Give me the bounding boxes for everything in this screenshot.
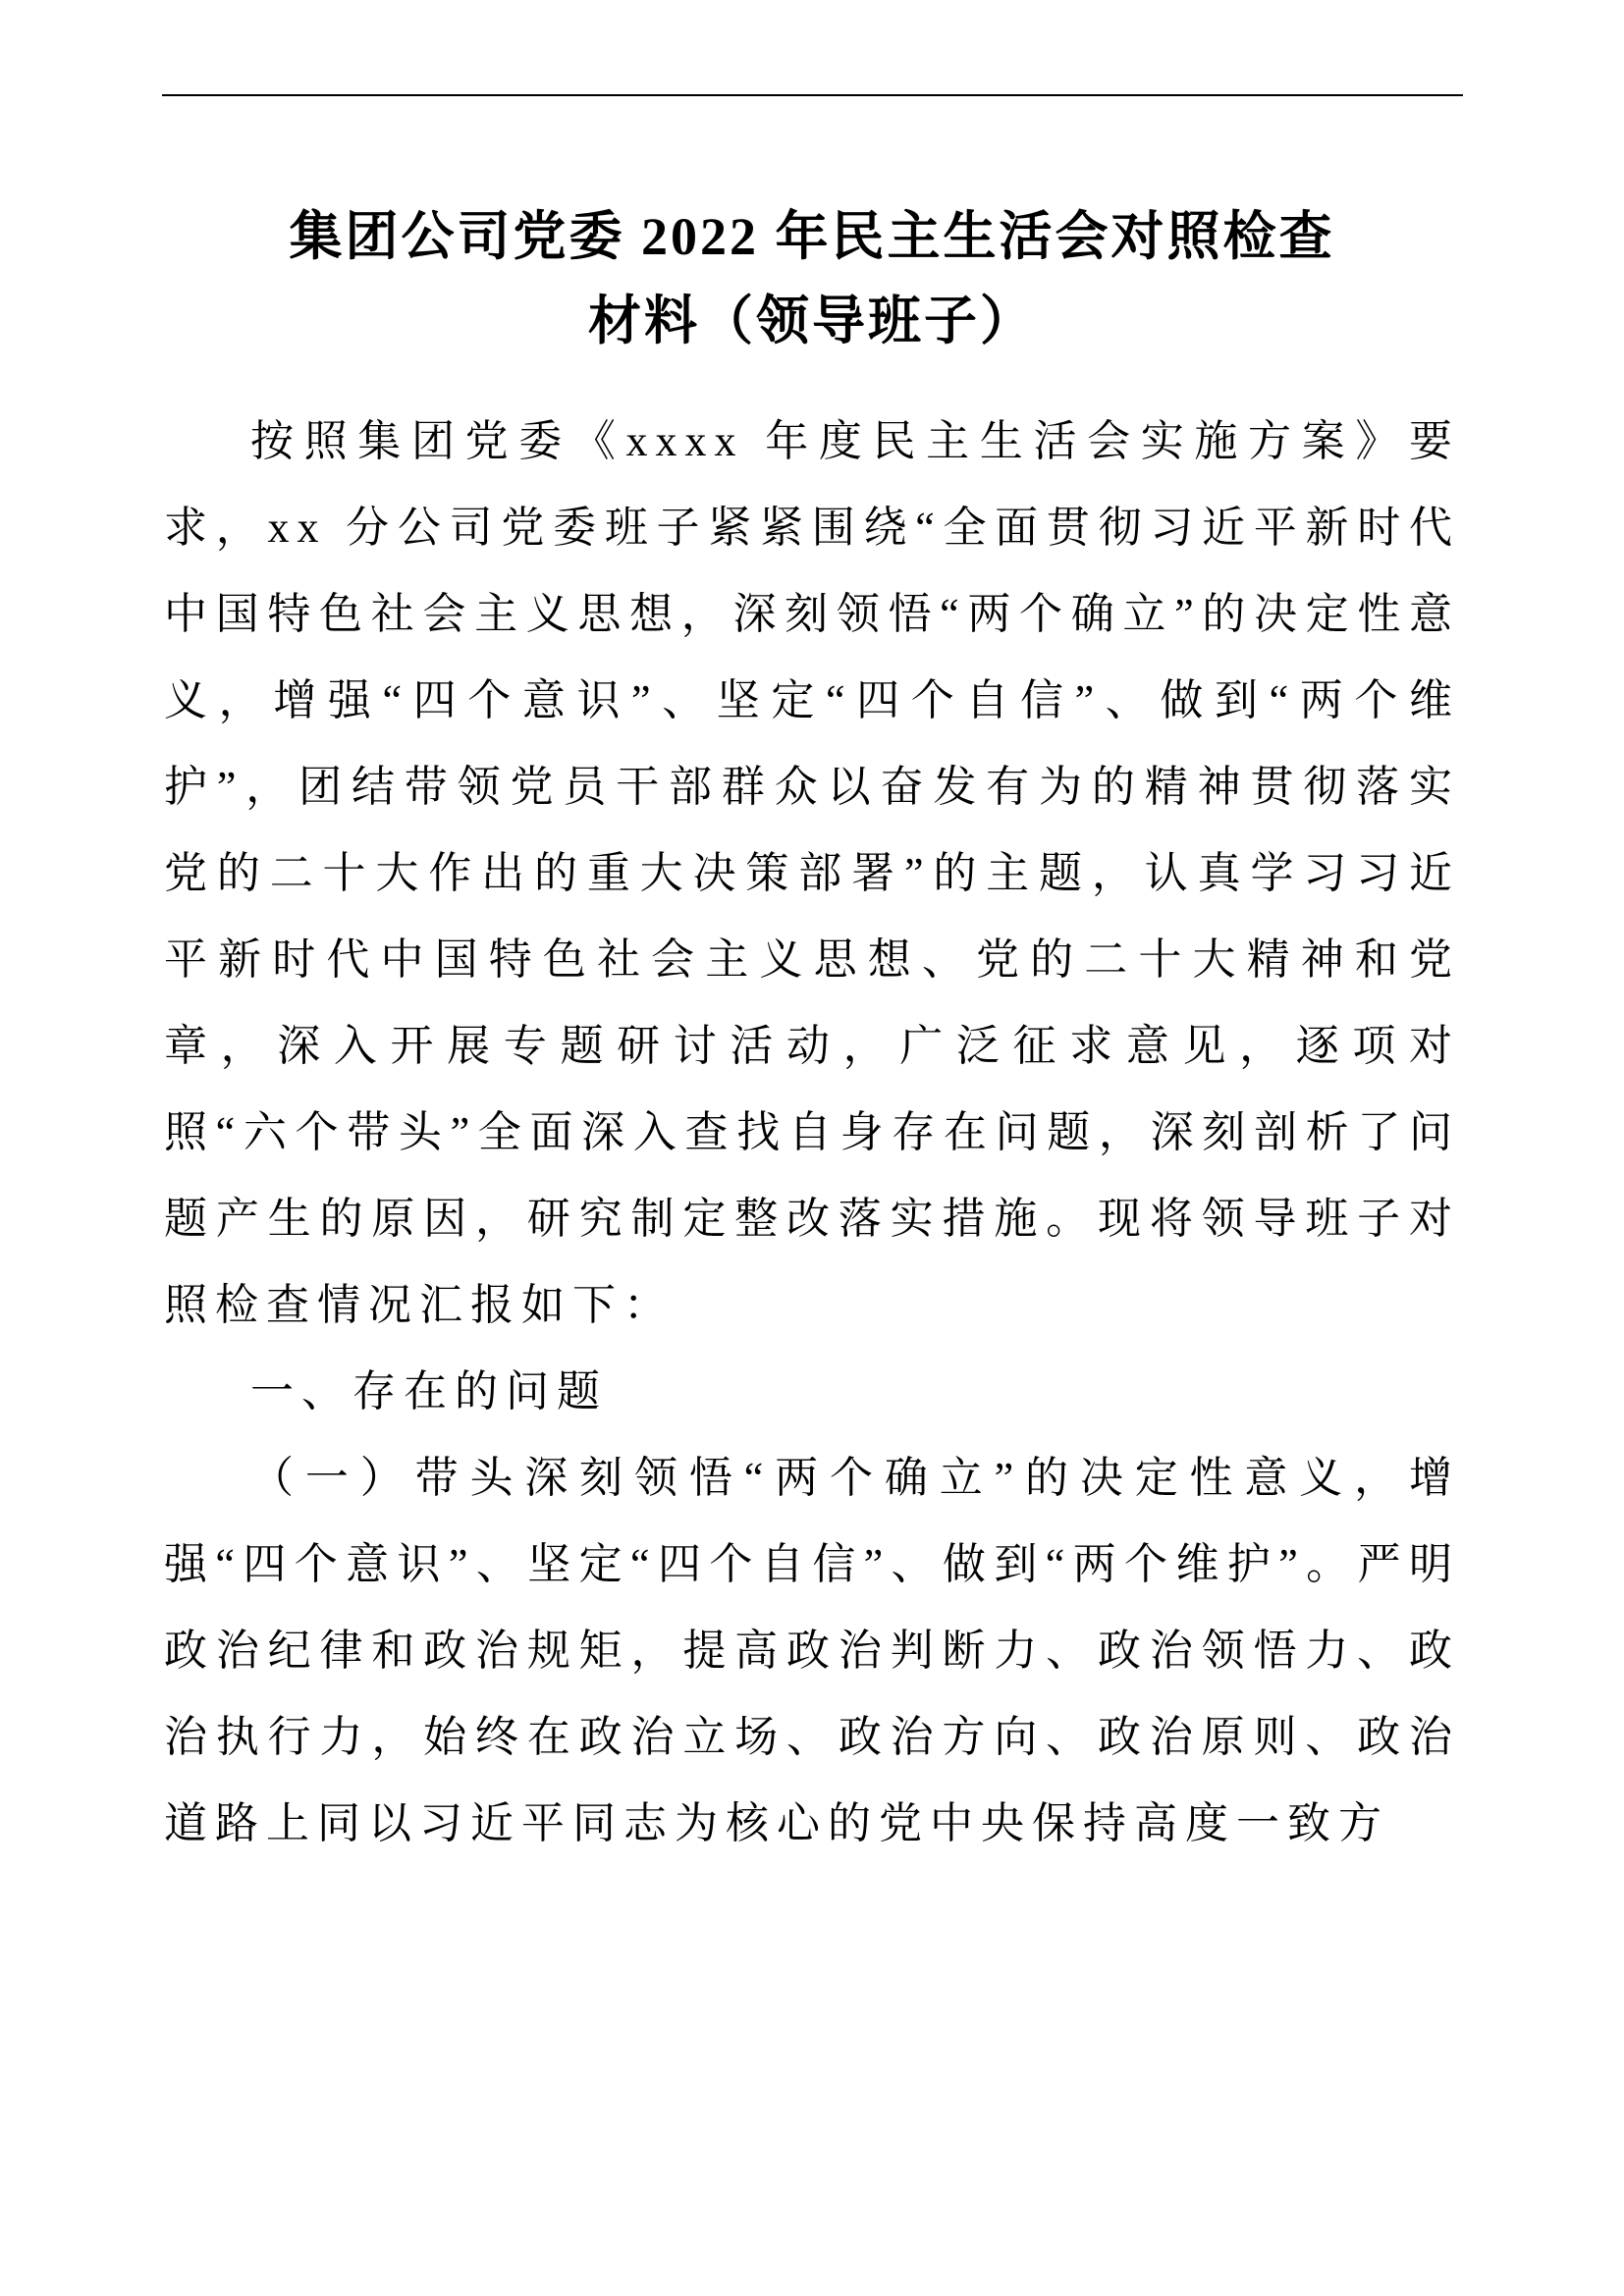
- document-body: [164, 399, 1460, 1867]
- body-paragraph-intro: 按照集团党委《xxxx 年度民主生活会实施方案》要求，xx 分公司党委班子紧紧围绕“全面贯彻习近平新时代中国特色社会主义思想，深刻领悟“两个确立”的决定性意义，增强“四个意识”、坚定“四个自信”、做到“两个维护”，团结带领党员干部群众以奋发有为的精神贯彻落实党的二十大作出的重大决策部署”的主题，认真学习习近平新时代中国特色社会主义思想、党的二十大精神和党章，深入开展专题研讨活动，广泛征求意见，逐项对照“六个带头”全面深入查找自身存在问题，深刻剖析了问题产生的原因，研究制定整改落实措施。现将领导班子对照检查情况汇报如下：: [164, 417, 1460, 1330]
- document-title-line-2: 材料（领导班子）: [588, 292, 1036, 350]
- document-title: [164, 194, 1460, 363]
- document-title-line-1: 集团公司党委 2022 年民主生活会对照检查: [289, 207, 1335, 266]
- body-paragraph-item-one: （一）带头深刻领悟“两个确立”的决定性意义，增强“四个意识”、坚定“四个自信”、做到“两个维护”。严明政治纪律和政治规矩，提高政治判断力、政治领悟力、政治执行力，始终在政治立场、政治方向、政治原则、政治道路上同以习近平同志为核心的党中央保持高度一致方: [164, 1454, 1460, 1848]
- document-content: [164, 0, 1460, 1867]
- section-heading-problems: 一、存在的问题: [250, 1367, 608, 1416]
